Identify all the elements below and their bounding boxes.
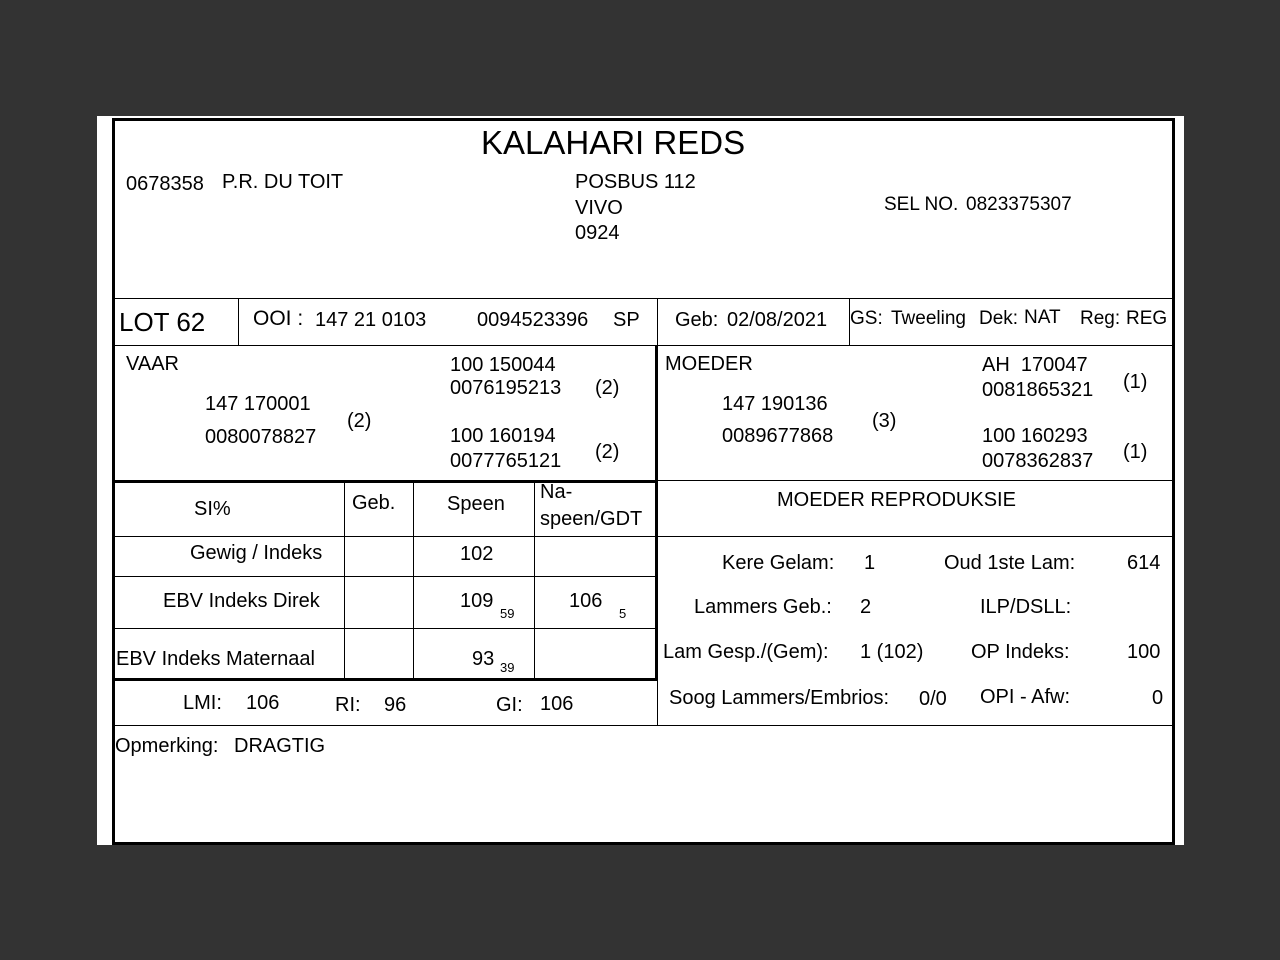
row-label-gewig: Gewig / Indeks bbox=[190, 542, 323, 564]
birth-label: Geb: bbox=[675, 309, 719, 331]
remarks-label: Opmerking: bbox=[115, 735, 219, 757]
lammers-geb-value: 2 bbox=[860, 596, 872, 618]
si-column-header: SI% bbox=[194, 498, 231, 520]
row-gewig-speen: 102 bbox=[460, 543, 494, 565]
row-direk-speen-sub: 59 bbox=[500, 606, 515, 621]
sire-dam-id: 100 160194 bbox=[450, 425, 556, 447]
sire-label: VAAR bbox=[126, 353, 179, 375]
sire-sire-grade: (2) bbox=[595, 377, 620, 399]
gi-label: GI: bbox=[496, 694, 523, 716]
op-indeks-value: 100 bbox=[1127, 641, 1161, 663]
address-line-3: 0924 bbox=[575, 222, 620, 244]
si-row-2-bottom bbox=[112, 628, 657, 629]
lam-gesp-label: Lam Gesp./(Gem): bbox=[663, 641, 829, 663]
cell-number-label: SEL NO. bbox=[884, 194, 959, 215]
naspeen-column-header-line2: speen/GDT bbox=[540, 508, 643, 530]
row-maternaal-speen-sub: 39 bbox=[500, 660, 515, 675]
opi-afw-label: OPI - Afw: bbox=[980, 686, 1071, 708]
si-header-bottom bbox=[112, 536, 1172, 537]
address-line-2: VIVO bbox=[575, 197, 623, 219]
sire-sire-id: 100 150044 bbox=[450, 354, 556, 376]
divider-ooi bbox=[657, 298, 658, 345]
row-direk-naspeen: 106 bbox=[569, 590, 603, 612]
sire-dam-grade: (2) bbox=[595, 441, 620, 463]
lot-number: LOT 62 bbox=[119, 307, 206, 337]
si-col-divider-1 bbox=[344, 480, 345, 680]
si-table-top bbox=[112, 480, 657, 483]
speen-column-header: Speen bbox=[447, 493, 505, 515]
reg-label: Reg: bbox=[1080, 308, 1121, 329]
dam-dam-id: 100 160293 bbox=[982, 425, 1088, 447]
dam-label: MOEDER bbox=[665, 353, 753, 375]
dam-sire-grade: (1) bbox=[1123, 371, 1148, 393]
lammers-geb-label: Lammers Geb.: bbox=[694, 596, 832, 618]
oud-1ste-lam-label: Oud 1ste Lam: bbox=[944, 552, 1076, 574]
lam-gesp-value: 1 (102) bbox=[860, 641, 924, 663]
address-line-1: POSBUS 112 bbox=[575, 171, 696, 193]
op-indeks-label: OP Indeks: bbox=[971, 641, 1070, 663]
si-table-right bbox=[655, 480, 658, 680]
divider-pedigree bbox=[655, 345, 658, 480]
geb-column-header: Geb. bbox=[352, 492, 396, 514]
gs-label: GS: bbox=[850, 308, 883, 329]
dam-sire-reg: 0081865321 bbox=[982, 379, 1094, 401]
ooi-reg-number: 0094523396 bbox=[477, 309, 589, 331]
cell-number: 0823375307 bbox=[966, 194, 1072, 215]
remarks-value: DRAGTIG bbox=[234, 735, 326, 757]
reproduction-title: MOEDER REPRODUKSIE bbox=[777, 489, 1016, 511]
gs-value: Tweeling bbox=[891, 308, 966, 329]
divider-header-bottom bbox=[112, 298, 1172, 299]
reg-value: REG bbox=[1126, 308, 1168, 329]
soog-lammers-label: Soog Lammers/Embrios: bbox=[669, 687, 890, 709]
si-table-bottom bbox=[112, 678, 657, 681]
ooi-label: OOI : bbox=[253, 307, 304, 330]
dam-sire-id: AH 170047 bbox=[982, 354, 1088, 376]
row-label-maternaal: EBV Indeks Maternaal bbox=[116, 648, 315, 670]
lmi-value: 106 bbox=[246, 692, 280, 714]
kere-gelam-value: 1 bbox=[864, 552, 876, 574]
repro-table-top bbox=[657, 480, 1172, 481]
ooi-id: 147 21 0103 bbox=[315, 309, 427, 331]
index-row-bottom bbox=[112, 725, 1172, 726]
naspeen-column-header: Na- bbox=[540, 481, 573, 503]
si-col-divider-2 bbox=[413, 480, 414, 680]
divider-lot-bottom bbox=[112, 345, 1172, 346]
dam-id: 147 190136 bbox=[722, 393, 828, 415]
owner-name: P.R. DU TOIT bbox=[222, 171, 344, 193]
divider-lot bbox=[238, 298, 239, 345]
dam-grade: (3) bbox=[872, 410, 897, 432]
soog-lammers-value: 0/0 bbox=[919, 688, 947, 710]
sire-reg: 0080078827 bbox=[205, 426, 317, 448]
row-maternaal-speen: 93 bbox=[472, 648, 495, 670]
lmi-label: LMI: bbox=[183, 692, 222, 714]
birth-date: 02/08/2021 bbox=[727, 309, 828, 331]
dam-dam-reg: 0078362837 bbox=[982, 450, 1094, 472]
sale-card bbox=[97, 116, 1184, 845]
sire-grade: (2) bbox=[347, 410, 372, 432]
oud-1ste-lam-value: 614 bbox=[1127, 552, 1161, 574]
dam-reg: 0089677868 bbox=[722, 425, 834, 447]
sire-dam-reg: 0077765121 bbox=[450, 450, 562, 472]
owner-code: 0678358 bbox=[126, 173, 204, 195]
ilp-dsll-label: ILP/DSLL: bbox=[980, 596, 1072, 618]
opi-afw-value: 0 bbox=[1152, 687, 1164, 709]
dek-value: NAT bbox=[1024, 307, 1061, 328]
si-col-divider-3 bbox=[534, 480, 535, 680]
row-direk-speen: 109 bbox=[460, 590, 494, 612]
dek-label: Dek: bbox=[979, 308, 1019, 329]
breed-title: KALAHARI REDS bbox=[481, 124, 746, 161]
ri-label: RI: bbox=[335, 694, 361, 716]
dam-dam-grade: (1) bbox=[1123, 441, 1148, 463]
breed-code: SP bbox=[613, 309, 640, 331]
sire-sire-reg: 0076195213 bbox=[450, 377, 562, 399]
index-row-divider bbox=[657, 680, 658, 726]
ri-value: 96 bbox=[384, 694, 407, 716]
kere-gelam-label: Kere Gelam: bbox=[722, 552, 835, 574]
row-label-direk: EBV Indeks Direk bbox=[163, 590, 320, 612]
gi-value: 106 bbox=[540, 693, 574, 715]
row-direk-naspeen-sub: 5 bbox=[619, 606, 627, 621]
sire-id: 147 170001 bbox=[205, 393, 311, 415]
si-row-1-bottom bbox=[112, 576, 657, 577]
